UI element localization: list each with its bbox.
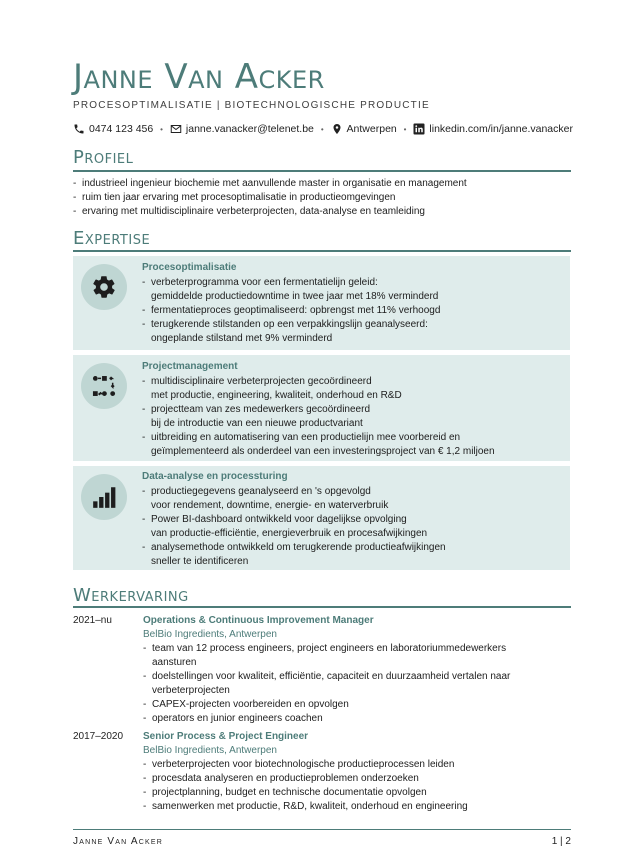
map-pin-icon bbox=[331, 123, 343, 135]
section-title-werkervaring: Werkervaring bbox=[73, 585, 189, 606]
list-item-line: van productie-efficiëntie, energieverbruik en procesafwijkingen bbox=[151, 528, 428, 539]
linkedin-icon bbox=[413, 123, 425, 135]
candidate-name: Janne Van Acker bbox=[73, 57, 325, 97]
list-item-line: - team van 12 process engineers, project engineers en laboratoriummedewerkers bbox=[152, 643, 507, 654]
expertise-title: Projectmanagement bbox=[142, 361, 238, 372]
list-item-line: gemiddelde productiedowntime in twee jaar met 18% verminderd bbox=[151, 291, 439, 302]
list-item-line: - analysemethode ontwikkeld om terugkerende productieafwijkingen bbox=[151, 542, 446, 553]
expertise-list bbox=[142, 485, 446, 569]
list-item bbox=[143, 698, 510, 712]
job-company: BelBio Ingredients, Antwerpen bbox=[143, 629, 277, 640]
list-item-line: - verbeterprojecten voor biotechnologische productieprocessen leiden bbox=[152, 759, 455, 770]
expertise-icon-circle bbox=[81, 474, 127, 520]
list-item bbox=[143, 670, 510, 698]
list-item-line: verbeterprojecten bbox=[152, 685, 230, 696]
list-item bbox=[143, 642, 510, 670]
list-item-line: - operators en junior engineers coachen bbox=[152, 713, 323, 724]
phone-text: 0474 123 456 bbox=[89, 123, 154, 135]
list-item bbox=[143, 800, 468, 814]
workflow-icon bbox=[91, 373, 117, 399]
list-item bbox=[142, 403, 495, 431]
list-item: - ruim tien jaar ervaring met procesoptimalisatie in productieomgevingen bbox=[73, 191, 467, 205]
list-item bbox=[142, 375, 495, 403]
section-title-profiel: Profiel bbox=[73, 147, 134, 168]
expertise-block bbox=[73, 256, 570, 350]
contact-email[interactable] bbox=[170, 123, 314, 135]
job-title: Senior Process & Project Engineer bbox=[143, 731, 309, 742]
list-item-line: sneller te identificeren bbox=[151, 556, 249, 567]
phone-icon bbox=[73, 123, 85, 135]
list-item bbox=[142, 276, 440, 304]
list-item-line: - multidisciplinaire verbeterprojecten gecoördineerd bbox=[151, 376, 372, 387]
expertise-block bbox=[73, 466, 570, 570]
list-item bbox=[142, 485, 446, 513]
list-item bbox=[143, 758, 468, 772]
footer-rule bbox=[73, 829, 571, 830]
bar-chart-icon bbox=[91, 484, 117, 510]
contact-bar bbox=[73, 123, 573, 135]
list-item-line: - CAPEX-projecten voorbereiden en opvolgen bbox=[152, 699, 349, 710]
list-item-line: - uitbreiding en automatisering van een productielijn mee voorbereid en bbox=[151, 432, 461, 443]
contact-separator: • bbox=[160, 124, 163, 134]
contact-separator: • bbox=[320, 124, 324, 134]
contact-phone[interactable] bbox=[73, 123, 153, 135]
section-rule bbox=[73, 606, 571, 608]
gear-icon bbox=[91, 274, 117, 300]
list-item-line: - terugkerende stilstanden op een verpakkingslijn geanalyseerd: bbox=[151, 319, 428, 330]
list-item-line: - Power BI-dashboard ontwikkeld voor dagelijkse opvolging bbox=[151, 514, 407, 525]
section-rule bbox=[73, 170, 571, 172]
contact-separator: • bbox=[403, 124, 407, 134]
list-item-line: - productiegegevens geanalyseerd en 's opgevolgd bbox=[151, 486, 371, 497]
list-item-line: - samenwerken met productie, R&D, kwaliteit, onderhoud en engineering bbox=[152, 801, 468, 812]
email-text: janne.vanacker@telenet.be bbox=[185, 123, 314, 135]
location-text: Antwerpen bbox=[346, 123, 397, 135]
expertise-list bbox=[142, 375, 495, 459]
linkedin-text: linkedin.com/in/janne.vanacker bbox=[429, 123, 573, 135]
list-item-line: - procesdata analyseren en productieproblemen onderzoeken bbox=[152, 773, 419, 784]
list-item-line: aansturen bbox=[152, 657, 197, 668]
list-item bbox=[142, 318, 440, 346]
list-item bbox=[143, 712, 510, 726]
expertise-list bbox=[142, 276, 440, 346]
page-number: 1 | 2 bbox=[551, 836, 571, 847]
section-rule bbox=[73, 250, 571, 252]
expertise-icon-circle bbox=[81, 363, 127, 409]
job-duties-list bbox=[143, 758, 468, 814]
list-item: - ervaring met multidisciplinaire verbeterprojecten, data-analyse en teamleiding bbox=[73, 205, 467, 219]
section-title-expertise: Expertise bbox=[73, 228, 151, 249]
list-item-line: - doelstellingen voor kwaliteit, efficiëntie, capaciteit en duurzaamheid vertalen naar bbox=[152, 671, 511, 682]
list-item-line: - fermentatieproces geoptimaliseerd: opbrengst met 11% verhoogd bbox=[151, 305, 441, 316]
job-duties-list bbox=[143, 642, 510, 726]
list-item bbox=[142, 541, 446, 569]
job-title: Operations & Continuous Improvement Manager bbox=[143, 615, 374, 626]
list-item-line: bij de introductie van een nieuwe productvariant bbox=[151, 418, 363, 429]
envelope-icon bbox=[170, 123, 182, 135]
job-years: 2021–nu bbox=[73, 615, 112, 626]
list-item bbox=[142, 513, 446, 541]
list-item-line: - projectteam van zes medewerkers gecoördineerd bbox=[151, 404, 370, 415]
list-item bbox=[143, 772, 468, 786]
list-item-line: voor rendement, downtime, energie- en waterverbruik bbox=[151, 500, 389, 511]
profiel-list bbox=[73, 177, 467, 219]
list-item-line: ongeplande stilstand met 9% verminderd bbox=[151, 333, 333, 344]
contact-linkedin[interactable] bbox=[413, 123, 573, 135]
list-item bbox=[142, 304, 440, 318]
list-item-line: met productie, engineering, kwaliteit, onderhoud en R&D bbox=[151, 390, 402, 401]
list-item-line: geïmplementeerd als onderdeel van een investeringsproject van € 1,2 miljoen bbox=[151, 446, 495, 457]
footer-name: Janne Van Acker bbox=[73, 836, 163, 847]
job-years: 2017–2020 bbox=[73, 731, 124, 742]
list-item-line: - projectplanning, budget en technische documentatie opvolgen bbox=[152, 787, 427, 798]
list-item bbox=[143, 786, 468, 800]
candidate-subtitle: PROCESOPTIMALISATIE | BIOTECHNOLOGISCHE PRODUCTIE bbox=[73, 100, 430, 111]
list-item-line: - verbeterprogramma voor een fermentatielijn geleid: bbox=[151, 277, 378, 288]
expertise-title: Data-analyse en processturing bbox=[142, 471, 288, 482]
expertise-icon-circle bbox=[81, 264, 127, 310]
list-item: - industrieel ingenieur biochemie met aanvullende master in organisatie en management bbox=[73, 177, 467, 191]
expertise-title: Procesoptimalisatie bbox=[142, 262, 237, 273]
list-item bbox=[142, 431, 495, 459]
job-company: BelBio Ingredients, Antwerpen bbox=[143, 745, 277, 756]
contact-location bbox=[331, 123, 397, 135]
expertise-block bbox=[73, 355, 570, 461]
